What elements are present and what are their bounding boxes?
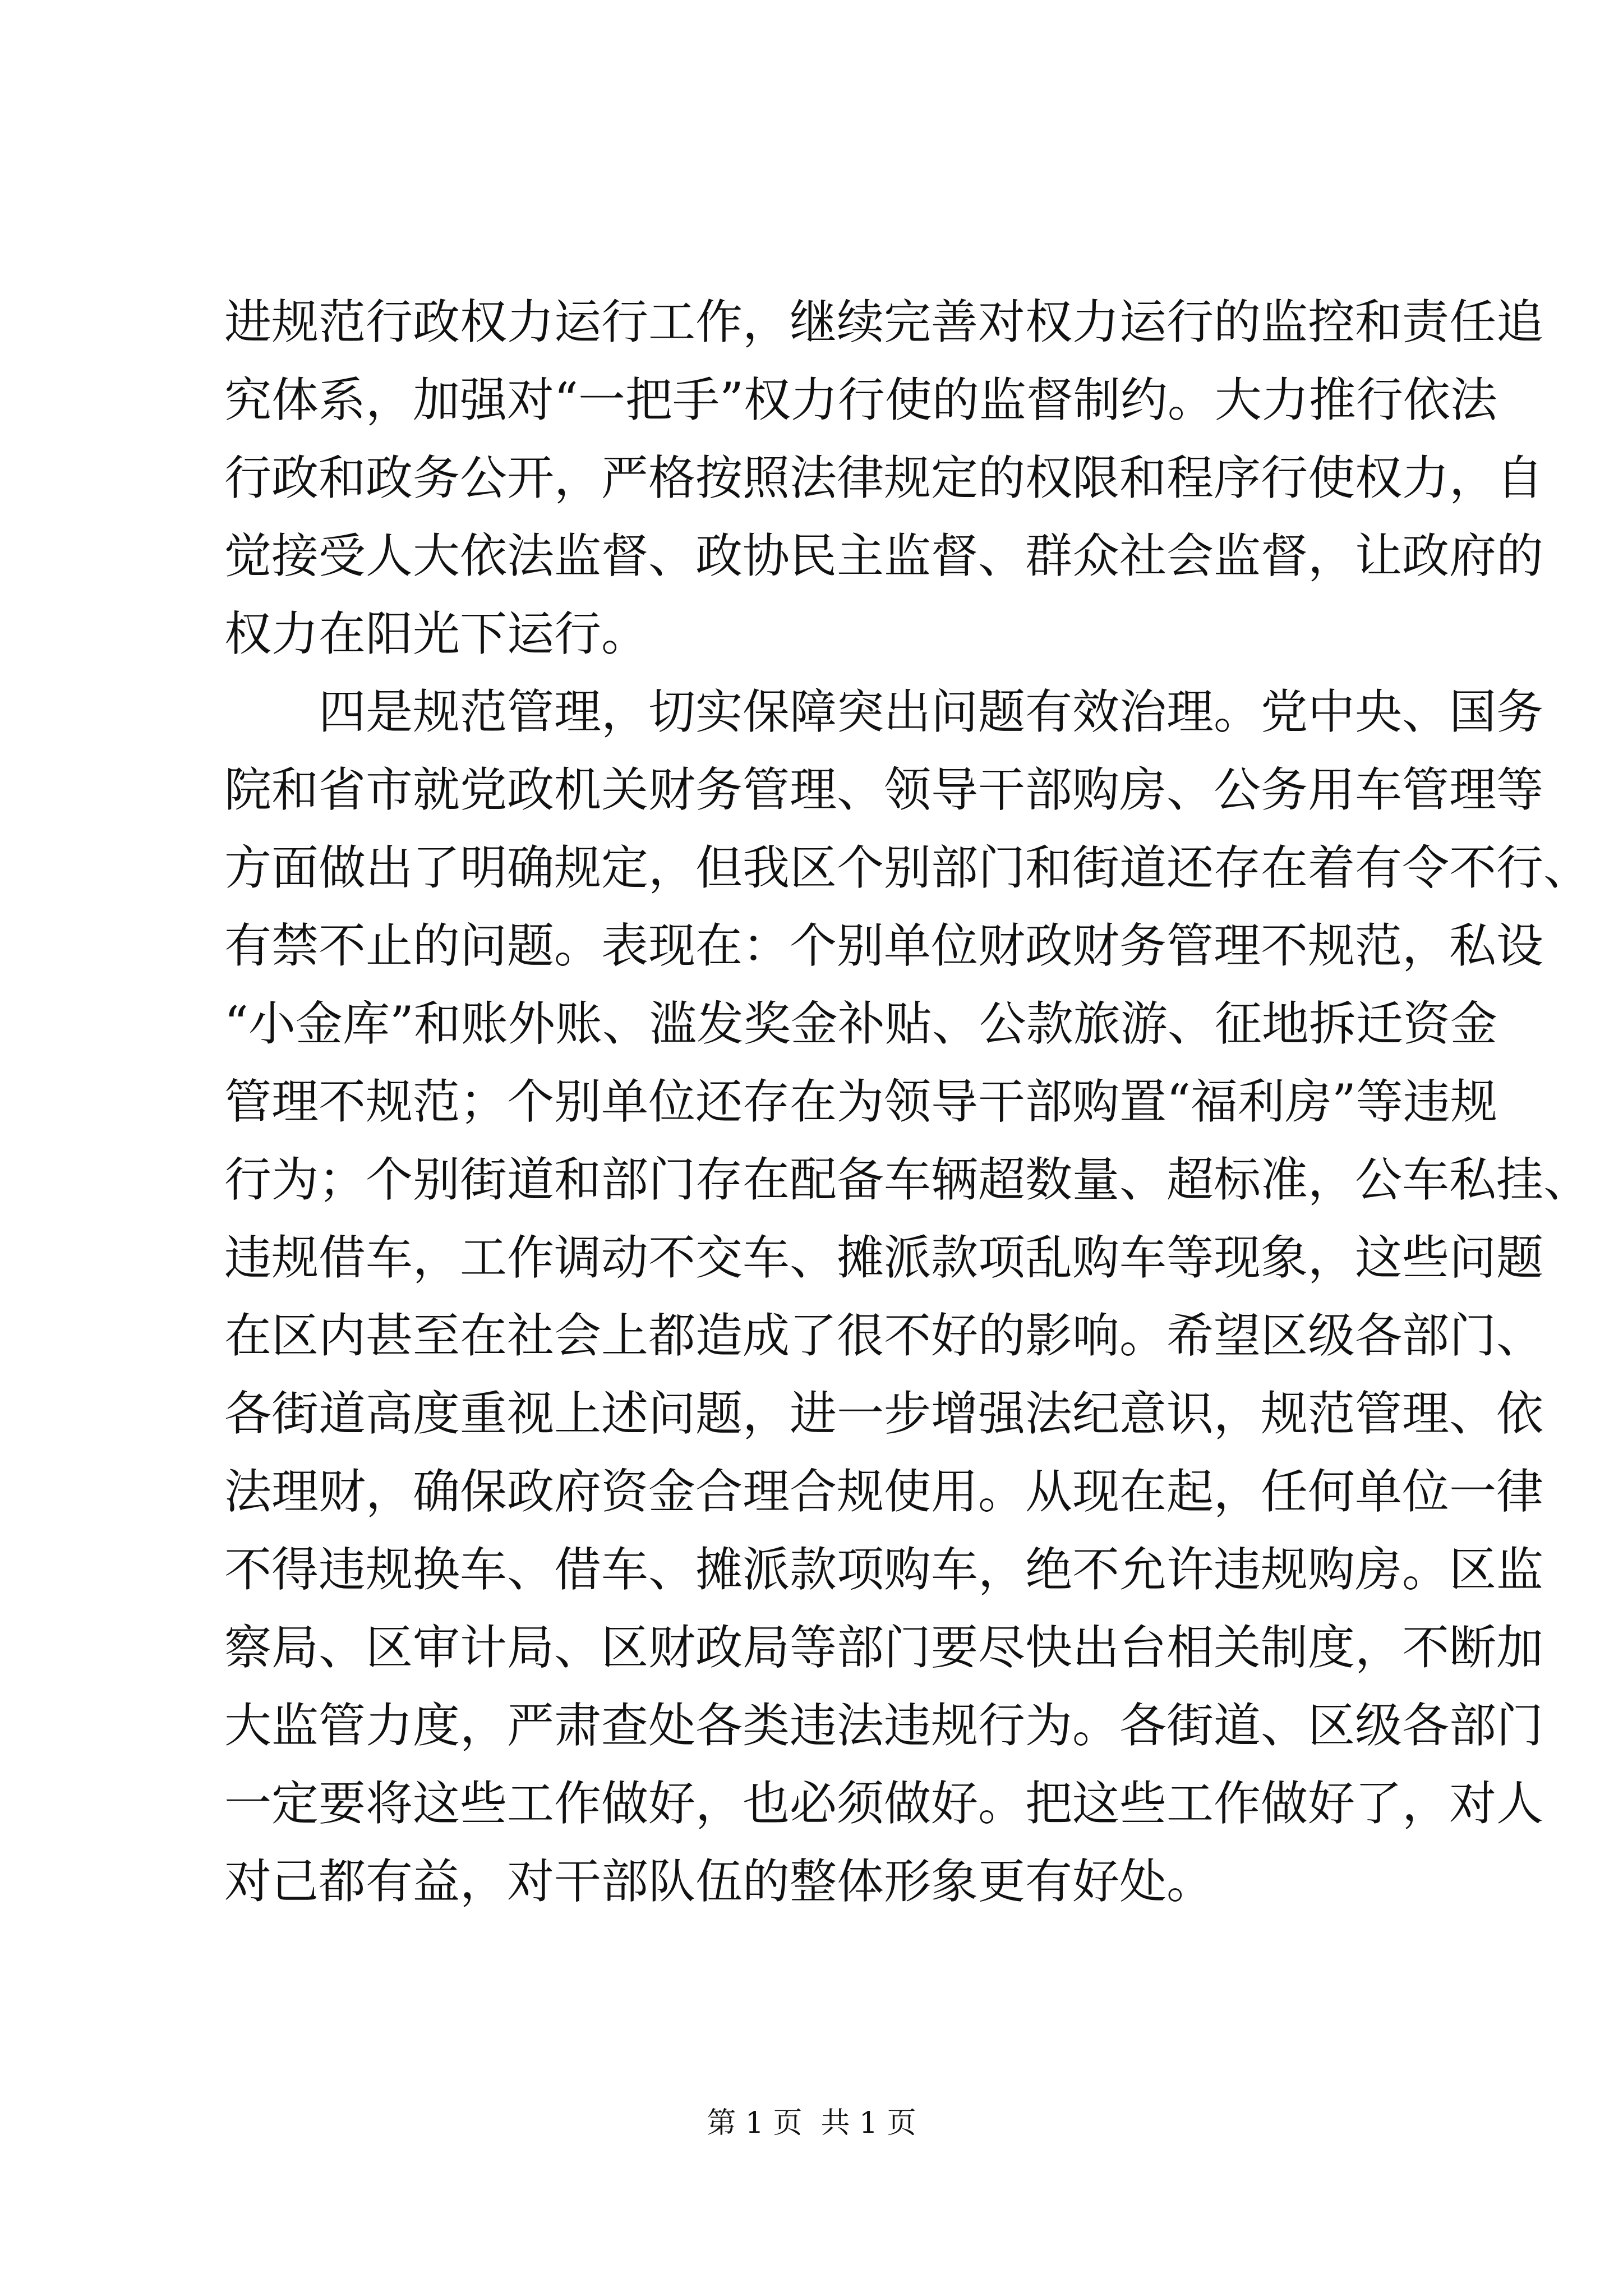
text-line: 法理财，确保政府资金合理合规使用。从现在起，任何单位一律 bbox=[224, 1464, 1544, 1519]
text-line: 对己都有益，对干部队伍的整体形象更有好处。 bbox=[224, 1854, 1214, 1909]
text-line: 大监管力度，严肃查处各类违法违规行为。各街道、区级各部门 bbox=[224, 1698, 1544, 1753]
text-line: 行政和政务公开，严格按照法律规定的权限和程序行使权力，自 bbox=[224, 450, 1544, 505]
body-text bbox=[224, 283, 1591, 1921]
text-line: 进规范行政权力运行工作，继续完善对权力运行的监控和责任追 bbox=[224, 295, 1544, 349]
text-line: 有禁不止的问题。表现在：个别单位财政财务管理不规范，私设 bbox=[224, 918, 1544, 973]
text-line: 各街道高度重视上述问题，进一步增强法纪意识，规范管理、依 bbox=[224, 1386, 1544, 1441]
text-line: 察局、区审计局、区财政局等部门要尽快出台相关制度，不断加 bbox=[224, 1620, 1544, 1675]
text-line: 究体系，加强对“一把手”权力行使的监督制约。大力推行依法 bbox=[224, 372, 1497, 427]
page-footer bbox=[0, 2104, 1623, 2143]
text-line: 不得违规换车、借车、摊派款项购车，绝不允许违规购房。区监 bbox=[224, 1542, 1544, 1597]
paragraph-2 bbox=[224, 673, 1591, 1921]
text-line: 管理不规范；个别单位还存在为领导干部购置“福利房”等违规 bbox=[224, 1074, 1497, 1129]
text-line: 觉接受人大依法监督、政协民主监督、群众社会监督，让政府的 bbox=[224, 528, 1544, 583]
text-line: 权力在阳光下运行。 bbox=[224, 606, 649, 661]
text-line: “小金库”和账外账、滥发奖金补贴、公款旅游、征地拆迁资金 bbox=[224, 996, 1497, 1051]
text-line: 四是规范管理，切实保障突出问题有效治理。党中央、国务 bbox=[319, 684, 1544, 739]
paragraph-1 bbox=[224, 283, 1544, 673]
text-line: 行为；个别街道和部门存在配备车辆超数量、超标准，公车私挂、 bbox=[224, 1152, 1591, 1207]
text-line: 违规借车，工作调动不交车、摊派款项乱购车等现象，这些问题 bbox=[224, 1230, 1544, 1285]
text-line: 在区内甚至在社会上都造成了很不好的影响。希望区级各部门、 bbox=[224, 1308, 1544, 1363]
text-line: 一定要将这些工作做好，也必须做好。把这些工作做好了，对人 bbox=[224, 1776, 1544, 1831]
text-line: 方面做出了明确规定，但我区个别部门和街道还存在着有令不行、 bbox=[224, 840, 1591, 895]
page-number-label: 第 1 页 共 1 页 bbox=[707, 2106, 916, 2140]
text-line: 院和省市就党政机关财务管理、领导干部购房、公务用车管理等 bbox=[224, 762, 1544, 817]
